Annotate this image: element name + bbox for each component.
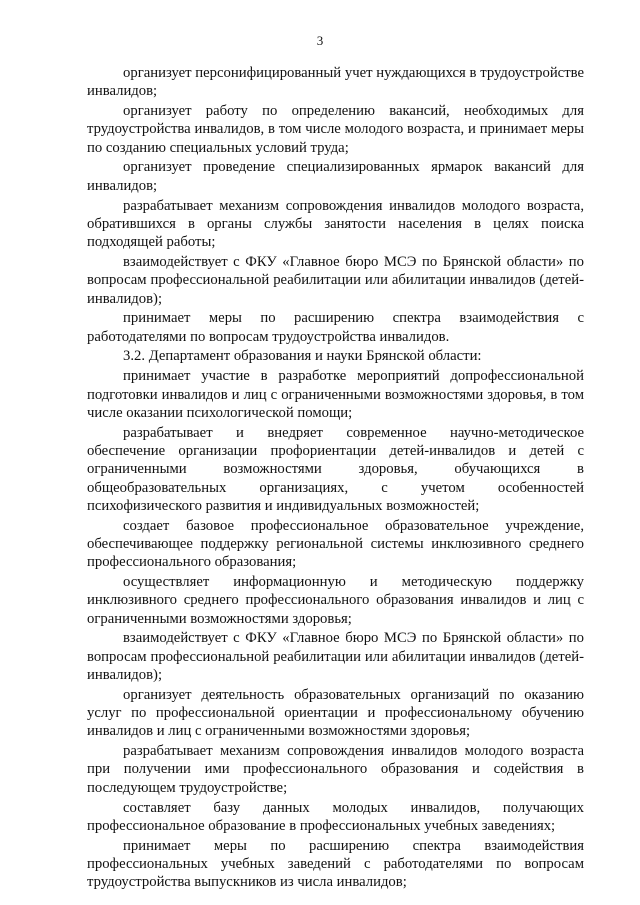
paragraph: организует деятельность образовательных организаций по оказанию услуг по профессиональной ориентации и профессиональному обучению инвалидов и лиц с ограниченными возможностями здоровья; — [87, 686, 584, 740]
page-number: 3 — [316, 33, 324, 48]
paragraph: принимает участие в разработке мероприятий допрофессиональной подготовки инвалидов и лиц с ограниченными возможностями здоровья, в том числе оказании психологической помощи; — [87, 368, 584, 421]
paragraph: организует персонифицированный учет нуждающихся в трудоустройстве инвалидов; — [87, 65, 584, 100]
paragraph: принимает меры по расширению спектра взаимодействия профессиональных учебных заведений с работодателями по вопросам трудоустройства выпускников из числа инвалидов; — [87, 837, 584, 891]
section-heading: 3.2. Департамент образования и науки Брянской области: — [123, 348, 482, 365]
paragraph: взаимодействует с ФКУ «Главное бюро МСЭ по Брянской области» по вопросам профессиональной реабилитации или абилитации инвалидов (детей-инвалидов); — [87, 630, 584, 683]
paragraph: принимает меры по расширению спектра взаимодействия с работодателями по вопросам трудоустройства инвалидов. — [87, 310, 584, 345]
paragraph: разрабатывает механизм сопровождения инвалидов молодого возраста, обратившихся в органы службы занятости населения в целях поиска подходящей работы; — [87, 197, 584, 251]
paragraph: разрабатывает механизм сопровождения инвалидов молодого возраста при получении ими профессионального образования и содействия в последующем трудоустройстве; — [87, 743, 584, 796]
document-body — [87, 64, 584, 893]
paragraph: создает базовое профессиональное образовательное учреждение, обеспечивающее поддержку региональной системы инклюзивного среднего профессионального образования; — [87, 517, 584, 571]
paragraph: составляет базу данных молодых инвалидов, получающих профессиональное образование в профессиональных учебных заведениях; — [87, 799, 584, 834]
paragraph: взаимодействует с ФКУ «Главное бюро МСЭ по Брянской области» по вопросам профессиональной реабилитации или абилитации инвалидов (детей-инвалидов); — [87, 253, 584, 307]
paragraph: разрабатывает и внедряет современное научно-методическое обеспечение организации профориентации детей-инвалидов и детей с ограниченными возможностями здоровья, обучающихся в общеобразовательных организациях, с учетом особенностей психофизического развития и индивидуальных возможностей; — [87, 424, 584, 514]
paragraph: организует работу по определению вакансий, необходимых для трудоустройства инвалидов, в том числе молодого возраста, и принимает меры по созданию специальных условий труда; — [87, 103, 584, 156]
paragraph: организует проведение специализированных ярмарок вакансий для инвалидов; — [87, 159, 584, 194]
paragraph: осуществляет информационную и методическую поддержку инклюзивного среднего профессионального образования инвалидов и лиц с ограниченными возможностями здоровья; — [87, 574, 584, 627]
